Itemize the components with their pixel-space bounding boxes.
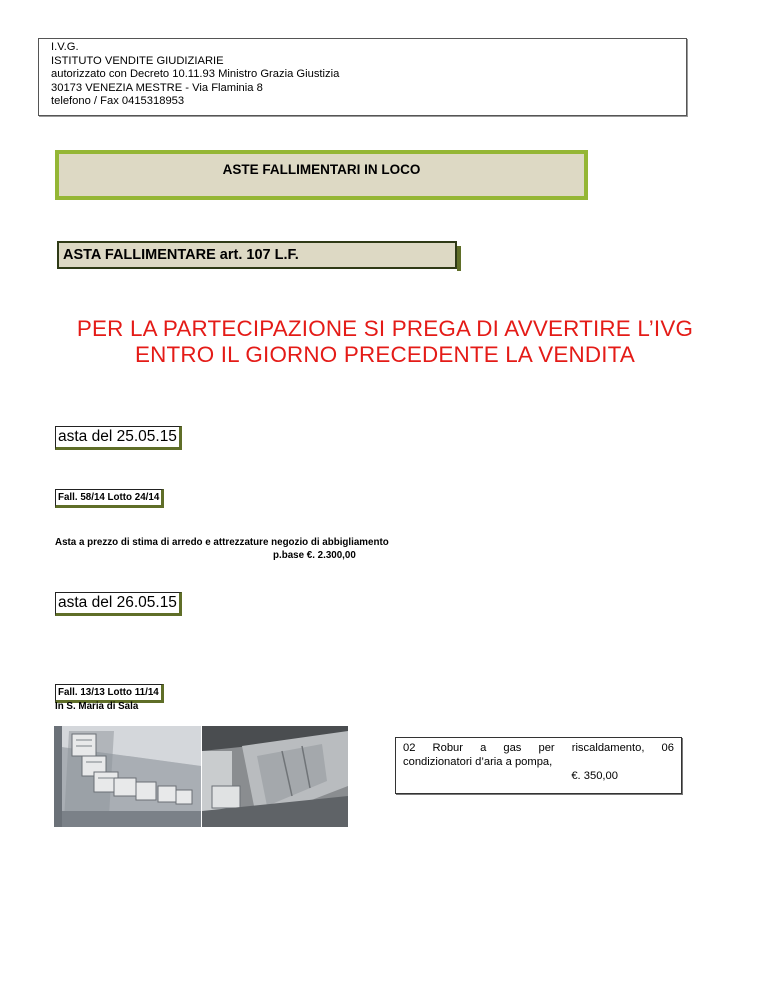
lot-description-2-line-2: condizionatori d’aria a pompa,	[403, 756, 553, 768]
participation-notice	[40, 316, 730, 368]
ducting-photo	[202, 726, 348, 827]
lot-price-2: €. 350,00	[571, 770, 618, 782]
institute-header	[38, 38, 687, 116]
ac-units-illustration	[54, 726, 201, 827]
header-line: autorizzato con Decreto 10.11.93 Ministro Grazia Giustizia	[51, 68, 340, 81]
auction-date-1: asta del 25.05.15	[55, 426, 182, 450]
header-line: 30173 VENEZIA MESTRE - Via Flaminia 8	[51, 81, 263, 94]
ac-units-photo	[54, 726, 201, 827]
header-line: ISTITUTO VENDITE GIUDIZIARIE	[51, 54, 224, 67]
main-title: ASTE FALLIMENTARI IN LOCO	[222, 162, 421, 177]
auction-type-banner	[57, 241, 457, 269]
header-line: telefono / Fax 0415318953	[51, 95, 185, 108]
lot-description-box-2	[395, 737, 682, 794]
main-title-banner	[55, 150, 588, 200]
lot-description-1: Asta a prezzo di stima di arredo e attrezzature negozio di abbigliamento	[55, 537, 389, 548]
auction-type-title: ASTA FALLIMENTARE art. 107 L.F.	[63, 247, 299, 263]
ducting-illustration	[202, 726, 348, 827]
lot-description-2-line-1: 02 Robur a gas per riscaldamento, 06	[403, 742, 674, 754]
notice-line-1: PER LA PARTECIPAZIONE SI PREGA DI AVVERTIRE L’IVG	[76, 316, 694, 341]
header-line: I.V.G.	[51, 41, 79, 53]
lot-location-2: In S. Maria di Sala	[55, 701, 139, 712]
auction-date-2: asta del 26.05.15	[55, 592, 182, 616]
lot-label-2: Fall. 13/13 Lotto 11/14	[55, 684, 164, 703]
notice-line-2: ENTRO IL GIORNO PRECEDENTE LA VENDITA	[134, 342, 636, 367]
lot-label-1: Fall. 58/14 Lotto 24/14	[55, 489, 164, 508]
lot-base-price-1: p.base €. 2.300,00	[273, 550, 356, 561]
